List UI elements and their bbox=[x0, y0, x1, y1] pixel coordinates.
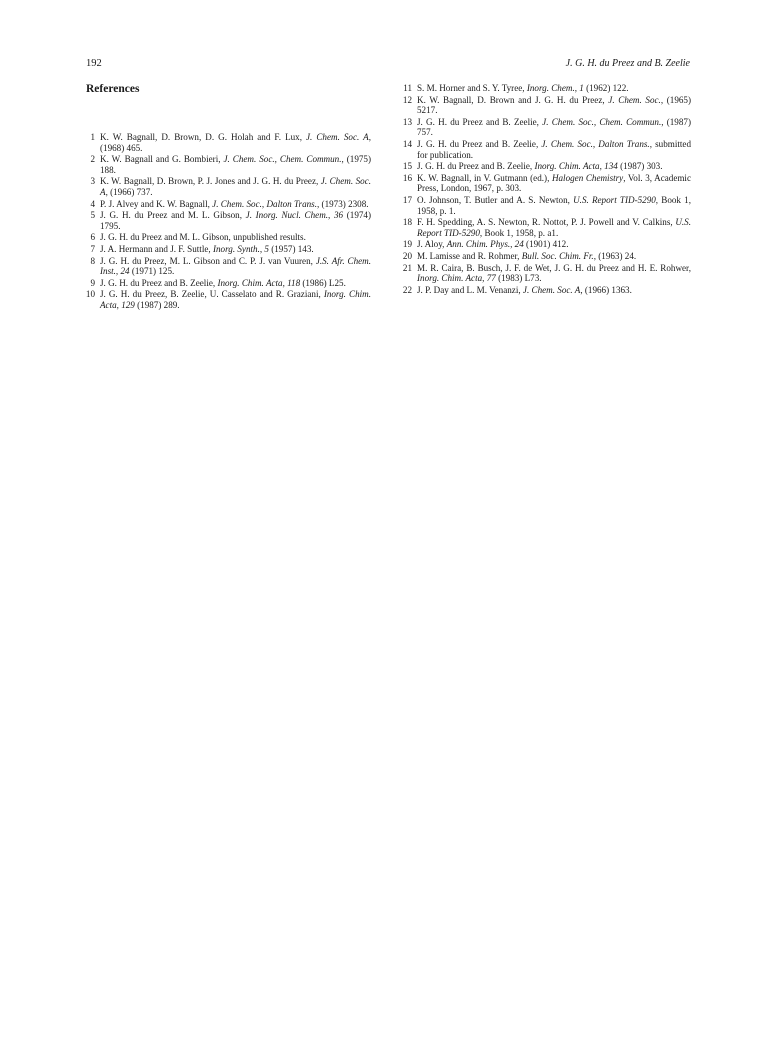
reference-number: 22 bbox=[402, 284, 412, 295]
reference-journal: J. Chem. Soc. A bbox=[100, 176, 372, 197]
reference-item bbox=[403, 239, 691, 250]
reference-item bbox=[403, 83, 691, 94]
references-right-column bbox=[403, 83, 691, 296]
reference-item bbox=[403, 285, 691, 296]
reference-item bbox=[403, 139, 691, 160]
reference-number: 5 bbox=[90, 210, 95, 221]
reference-text: , Book 1, 1958, p. 1. bbox=[417, 194, 691, 216]
reference-text: , (1987) 757. bbox=[417, 116, 691, 138]
reference-number: 16 bbox=[402, 172, 412, 183]
reference-text: (1901) 412. bbox=[523, 239, 569, 250]
reference-text: , submitted for publication. bbox=[417, 138, 691, 160]
reference-text: K. W. Bagnall, in V. Gutmann (ed.), bbox=[417, 172, 552, 183]
reference-item bbox=[403, 263, 691, 284]
reference-item bbox=[403, 195, 691, 216]
reference-text: K. W. Bagnall, D. Brown, P. J. Jones and J. G. H. du Preez, bbox=[100, 176, 321, 187]
reference-item bbox=[403, 251, 691, 262]
reference-text: J. G. H. du Preez and B. Zeelie, bbox=[417, 138, 542, 149]
reference-number: 2 bbox=[90, 154, 95, 165]
reference-text: J. P. Day and L. M. Venanzi, bbox=[417, 284, 523, 295]
reference-number: 18 bbox=[402, 217, 412, 228]
reference-journal: Inorg. Synth., 5 bbox=[212, 243, 269, 254]
reference-item bbox=[86, 154, 371, 175]
reference-item bbox=[403, 117, 691, 138]
page-number: 192 bbox=[86, 58, 102, 69]
running-head: J. G. H. du Preez and B. Zeelie bbox=[565, 58, 690, 69]
reference-journal: Inorg. Chim. Acta, 129 bbox=[100, 289, 371, 310]
reference-text: J. G. H. du Preez and B. Zeelie, bbox=[417, 116, 543, 127]
reference-journal: Inorg. Chim. Acta, 77 bbox=[417, 273, 496, 284]
reference-journal: J. Chem. Soc., Chem. Commun. bbox=[542, 116, 662, 127]
reference-text: K. W. Bagnall and G. Bombieri, bbox=[100, 154, 224, 165]
reference-journal: Bull. Soc. Chim. Fr. bbox=[521, 250, 594, 261]
reference-journal: J.S. Afr. Chem. Inst., 24 bbox=[100, 255, 371, 277]
reference-text: O. Johnson, T. Butler and A. S. Newton, bbox=[417, 194, 574, 205]
reference-text: J. G. H. du Preez, M. L. Gibson and C. P. J. van Vuuren, bbox=[100, 255, 316, 266]
reference-journal: J. Chem. Soc. A bbox=[306, 132, 369, 142]
reference-text: S. M. Horner and S. Y. Tyree, bbox=[417, 83, 527, 93]
reference-item bbox=[86, 256, 371, 277]
reference-number: 12 bbox=[402, 94, 412, 105]
references-left-column bbox=[86, 132, 371, 312]
reference-journal: J. Chem. Soc. bbox=[608, 94, 661, 105]
reference-journal: U.S. Report TID-5290 bbox=[417, 217, 691, 238]
reference-number: 6 bbox=[90, 232, 95, 243]
reference-text: J. G. H. du Preez and M. L. Gibson, bbox=[100, 210, 246, 221]
reference-text: (1962) 122. bbox=[583, 83, 629, 93]
reference-text: , (1966) 737. bbox=[105, 186, 153, 197]
reference-number: 3 bbox=[90, 176, 95, 187]
reference-number: 19 bbox=[402, 239, 412, 250]
reference-journal: J. Inorg. Nucl. Chem., 36 bbox=[245, 210, 344, 221]
reference-item bbox=[403, 173, 691, 194]
reference-text: (1987) 303. bbox=[617, 161, 663, 172]
reference-text: (1983) L73. bbox=[495, 273, 542, 284]
reference-text: K. W. Bagnall, D. Brown and J. G. H. du Preez, bbox=[417, 94, 609, 105]
reference-text: , (1973) 2308. bbox=[317, 198, 369, 209]
reference-journal: Halogen Chemistry bbox=[551, 172, 624, 183]
reference-journal: J. Chem. Soc. A bbox=[522, 284, 581, 295]
reference-item bbox=[86, 199, 371, 210]
reference-item bbox=[403, 217, 691, 238]
reference-text: , (1975) 188. bbox=[100, 154, 371, 175]
reference-journal: J. Chem. Soc., Dalton Trans. bbox=[212, 198, 317, 209]
reference-text: J. G. H. du Preez and B. Zeelie, bbox=[417, 161, 535, 172]
reference-journal: J. Chem. Soc., Chem. Commun. bbox=[223, 154, 342, 165]
reference-item bbox=[86, 289, 371, 310]
reference-number: 8 bbox=[90, 255, 95, 266]
page-header bbox=[86, 58, 690, 72]
reference-item bbox=[86, 176, 371, 197]
reference-text: (1974) 1795. bbox=[100, 210, 372, 231]
reference-item bbox=[86, 210, 371, 231]
reference-number: 10 bbox=[85, 289, 95, 300]
reference-text: J. A. Hermann and J. F. Suttle, bbox=[100, 243, 213, 254]
reference-text: M. Lamisse and R. Rohmer, bbox=[417, 250, 522, 261]
reference-journal: Ann. Chim. Phys., 24 bbox=[446, 239, 524, 250]
reference-text: P. J. Alvey and K. W. Bagnall, bbox=[100, 198, 213, 209]
reference-number: 17 bbox=[402, 194, 412, 205]
reference-number: 7 bbox=[90, 243, 95, 254]
reference-text: M. R. Caira, B. Busch, J. F. de Wet, J. G. H. du Preez and H. E. Rohwer, bbox=[417, 262, 691, 273]
reference-item bbox=[86, 132, 371, 153]
reference-text: (1971) 125. bbox=[129, 266, 175, 277]
reference-text: , Book 1, 1958, p. a1. bbox=[479, 227, 559, 238]
reference-number: 11 bbox=[403, 83, 412, 93]
reference-text: K. W. Bagnall, D. Brown, D. G. Holah and F. Lux, bbox=[100, 132, 307, 142]
reference-journal: U.S. Report TID-5290 bbox=[573, 194, 656, 205]
reference-text: J. G. H. du Preez, B. Zeelie, U. Casselato and R. Graziani, bbox=[100, 289, 324, 300]
reference-text: J. Aloy, bbox=[417, 239, 447, 250]
reference-text: , Vol. 3, Academic Press, London, 1967, p. 303. bbox=[417, 172, 691, 194]
reference-journal: Inorg. Chem., 1 bbox=[526, 83, 584, 93]
reference-number: 15 bbox=[402, 161, 412, 172]
reference-number: 1 bbox=[90, 132, 95, 142]
reference-number: 13 bbox=[402, 116, 412, 127]
reference-text: , (1966) 1363. bbox=[580, 284, 632, 295]
reference-text: J. G. H. du Preez and M. L. Gibson, unpublished results. bbox=[100, 232, 306, 243]
reference-text: , (1965) 5217. bbox=[417, 94, 692, 116]
section-title: References bbox=[86, 83, 140, 95]
reference-item bbox=[86, 278, 371, 289]
reference-number: 9 bbox=[90, 277, 95, 288]
reference-text: F. H. Spedding, A. S. Newton, R. Nottot, P. J. Powell and V. Calkins, bbox=[417, 217, 676, 228]
reference-journal: Inorg. Chim. Acta, 134 bbox=[534, 161, 618, 172]
reference-item bbox=[403, 95, 691, 116]
reference-item bbox=[403, 161, 691, 172]
reference-text: (1986) L25. bbox=[300, 277, 346, 288]
reference-item bbox=[86, 244, 371, 255]
reference-item bbox=[86, 232, 371, 243]
reference-number: 21 bbox=[402, 262, 412, 273]
reference-text: , (1963) 24. bbox=[593, 250, 637, 261]
reference-text: , (1968) 465. bbox=[100, 132, 371, 153]
reference-journal: J. Chem. Soc., Dalton Trans. bbox=[541, 138, 650, 149]
reference-text: (1957) 143. bbox=[268, 243, 314, 254]
reference-text: J. G. H. du Preez and B. Zeelie, bbox=[100, 277, 218, 288]
reference-text: (1987) 289. bbox=[134, 299, 180, 310]
reference-journal: Inorg. Chim. Acta, 118 bbox=[217, 277, 301, 288]
reference-number: 14 bbox=[402, 138, 412, 149]
reference-number: 20 bbox=[402, 250, 412, 261]
reference-number: 4 bbox=[90, 198, 95, 209]
